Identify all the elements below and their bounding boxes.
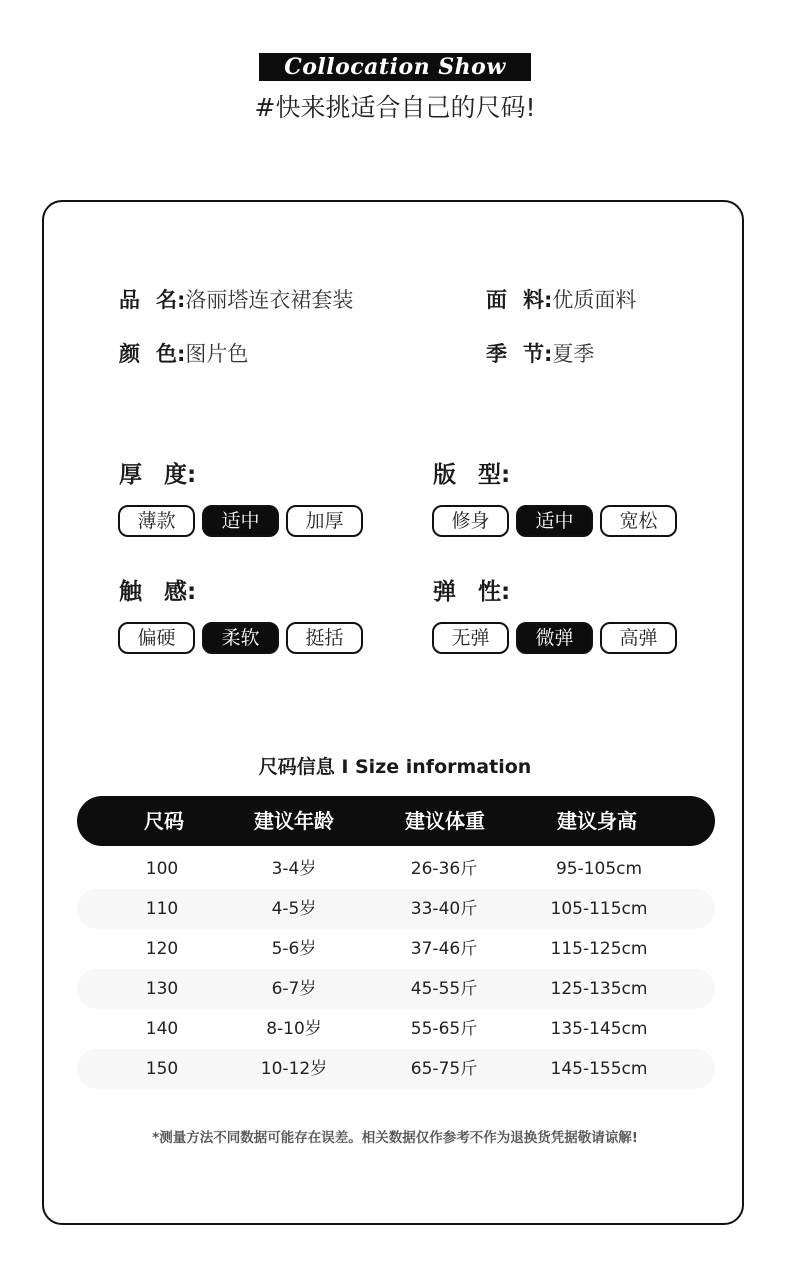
cell-size: 150 <box>145 1059 179 1079</box>
cell-size: 140 <box>145 1019 179 1039</box>
cell-age: 8-10岁 <box>266 1019 322 1039</box>
cell-height: 115-125cm <box>550 939 648 959</box>
cell-height: 125-135cm <box>550 979 648 999</box>
table-row <box>77 969 715 1009</box>
header-height: 建议身高 <box>557 809 637 833</box>
elasticity-option-slight: 微弹 <box>516 622 593 654</box>
fit-option-slim: 修身 <box>432 505 509 537</box>
attr-thickness-title: 厚 度: <box>119 462 197 488</box>
attr-feel-title: 触 感: <box>119 579 197 605</box>
cell-size: 100 <box>145 859 179 879</box>
cell-weight: 65-75斤 <box>410 1059 478 1079</box>
attr-fit-options <box>432 505 677 537</box>
cell-age: 5-6岁 <box>271 939 317 959</box>
info-season-value: 夏季 <box>552 342 595 366</box>
cell-size: 120 <box>145 939 179 959</box>
cell-size: 110 <box>145 899 179 919</box>
table-row <box>77 849 715 889</box>
thickness-option-thick: 加厚 <box>286 505 363 537</box>
size-table-title: 尺码信息 I Size information <box>258 756 532 778</box>
fit-option-loose: 宽松 <box>600 505 677 537</box>
cell-weight: 26-36斤 <box>410 859 478 879</box>
table-row <box>77 929 715 969</box>
cell-weight: 45-55斤 <box>410 979 478 999</box>
feel-option-soft: 柔软 <box>202 622 279 654</box>
size-table-header <box>77 796 715 846</box>
cell-height: 135-145cm <box>550 1019 648 1039</box>
cell-age: 10-12岁 <box>260 1059 328 1079</box>
collocation-show-banner: Collocation Show <box>259 53 531 81</box>
table-row <box>77 889 715 929</box>
table-row <box>77 1049 715 1089</box>
cell-height: 105-115cm <box>550 899 648 919</box>
attr-feel-options <box>118 622 363 654</box>
cell-weight: 33-40斤 <box>410 899 478 919</box>
cell-weight: 37-46斤 <box>410 939 478 959</box>
cell-height: 145-155cm <box>550 1059 648 1079</box>
attr-thickness-options <box>118 505 363 537</box>
cell-size: 130 <box>145 979 179 999</box>
info-season: 季 节:夏季 <box>486 342 595 366</box>
thickness-option-thin: 薄款 <box>118 505 195 537</box>
info-color-value: 图片色 <box>185 342 249 366</box>
cell-age: 3-4岁 <box>271 859 317 879</box>
cell-age: 6-7岁 <box>271 979 317 999</box>
feel-option-crisp: 挺括 <box>286 622 363 654</box>
page-subtitle: #快来挑适合自己的尺码! <box>254 93 536 122</box>
thickness-option-medium: 适中 <box>202 505 279 537</box>
info-fabric: 面 料:优质面料 <box>486 288 637 312</box>
table-row <box>77 1009 715 1049</box>
cell-weight: 55-65斤 <box>410 1019 478 1039</box>
feel-option-firm: 偏硬 <box>118 622 195 654</box>
header-weight: 建议体重 <box>405 809 485 833</box>
attr-elasticity-options <box>432 622 677 654</box>
info-color: 颜 色:图片色 <box>119 342 249 366</box>
header-age: 建议年龄 <box>254 809 334 833</box>
cell-height: 95-105cm <box>555 859 643 879</box>
info-fabric-value: 优质面料 <box>552 288 637 312</box>
fit-option-regular: 适中 <box>516 505 593 537</box>
disclaimer-footnote: *测量方法不同数据可能存在误差。相关数据仅作参考不作为退换货凭据敬请谅解! <box>152 1130 638 1146</box>
info-product-name-value: 洛丽塔连衣裙套装 <box>185 288 354 312</box>
cell-age: 4-5岁 <box>271 899 317 919</box>
elasticity-option-none: 无弹 <box>432 622 509 654</box>
attr-elasticity-title: 弹 性: <box>433 579 511 605</box>
elasticity-option-high: 高弹 <box>600 622 677 654</box>
attr-fit-title: 版 型: <box>433 462 511 488</box>
header-size: 尺码 <box>144 809 184 833</box>
info-product-name: 品 名:洛丽塔连衣裙套装 <box>119 288 354 312</box>
